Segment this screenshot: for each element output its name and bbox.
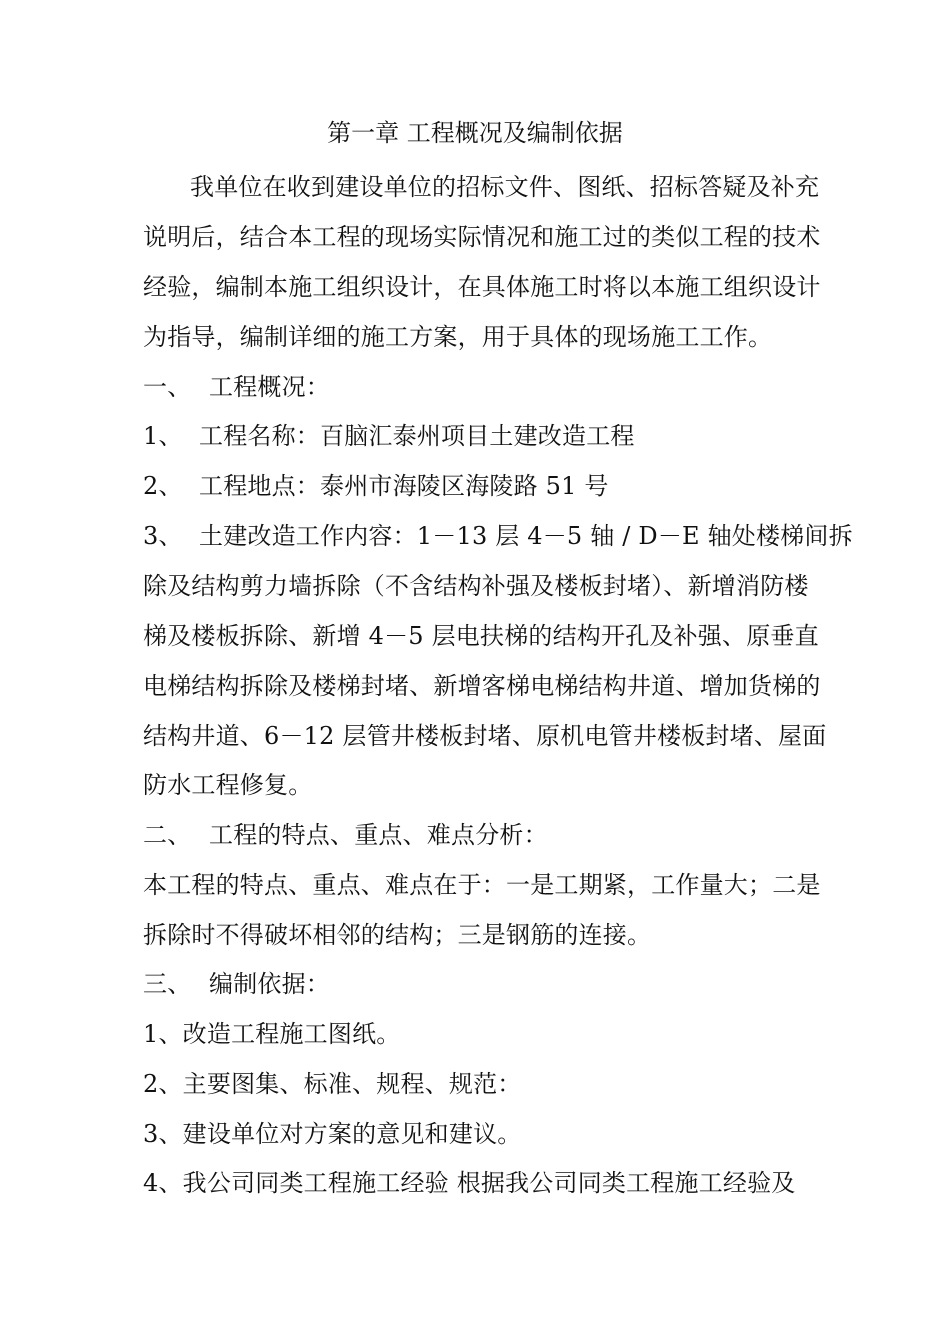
section-2-body-2: 拆除时不得破坏相邻的结构；三是钢筋的连接。 [143, 921, 652, 949]
section-1-title: 工程概况： [209, 373, 330, 401]
section-3-number: 三、 [143, 970, 192, 998]
item-1-3-cont-5: 防水工程修复。 [143, 771, 313, 799]
item-1-3-cont-4: 结构井道、6－12 层管井楼板封堵、原机电管井楼板封堵、屋面 [143, 722, 827, 750]
intro-line-1: 我单位在收到建设单位的招标文件、图纸、招标答疑及补充 [190, 173, 820, 201]
basis-item-1: 1、改造工程施工图纸。 [143, 1020, 401, 1048]
section-2-title: 工程的特点、重点、难点分析： [209, 821, 548, 849]
item-1-3-number: 3、 [143, 522, 183, 550]
section-2-heading [143, 820, 823, 850]
basis-item-4: 4、我公司同类工程施工经验 根据我公司同类工程施工经验及 [143, 1169, 796, 1197]
basis-item-2: 2、主要图集、标准、规程、规范： [143, 1070, 522, 1098]
section-1-number: 一、 [143, 373, 192, 401]
section-1-heading [143, 372, 823, 402]
section-2-number: 二、 [143, 821, 192, 849]
basis-item-3: 3、建设单位对方案的意见和建议。 [143, 1120, 522, 1148]
item-1-2-text: 工程地点：泰州市海陵区海陵路 51 号 [199, 472, 609, 500]
intro-line-2: 说明后，结合本工程的现场实际情况和施工过的类似工程的技术 [143, 223, 821, 251]
item-1-1-text: 工程名称：百脑汇泰州项目土建改造工程 [199, 422, 635, 450]
item-1-1-number: 1、 [143, 422, 183, 450]
item-1-3-text: 土建改造工作内容：1－13 层 4－5 轴 / D－E 轴处楼梯间拆 [199, 522, 853, 550]
intro-line-3: 经验，编制本施工组织设计，在具体施工时将以本施工组织设计 [143, 273, 821, 301]
item-1-2-number: 2、 [143, 472, 183, 500]
item-1-3-cont-3: 电梯结构拆除及楼梯封堵、新增客梯电梯结构井道、增加货梯的 [143, 672, 821, 700]
intro-line-4: 为指导，编制详细的施工方案，用于具体的现场施工工作。 [143, 323, 773, 351]
item-1-3-cont-1: 除及结构剪力墙拆除（不含结构补强及楼板封堵）、新增消防楼 [143, 572, 809, 600]
section-3-title: 编制依据： [209, 970, 330, 998]
item-1-3-cont-2: 梯及楼板拆除、新增 4－5 层电扶梯的结构开孔及补强、原垂直 [143, 622, 819, 650]
item-1-2 [143, 471, 823, 501]
item-1-3 [143, 521, 853, 551]
section-3-heading [143, 969, 823, 999]
section-2-body-1: 本工程的特点、重点、难点在于：一是工期紧，工作量大；二是 [143, 871, 821, 899]
chapter-title: 第一章 工程概况及编制依据 [327, 119, 623, 147]
item-1-1 [143, 421, 823, 451]
